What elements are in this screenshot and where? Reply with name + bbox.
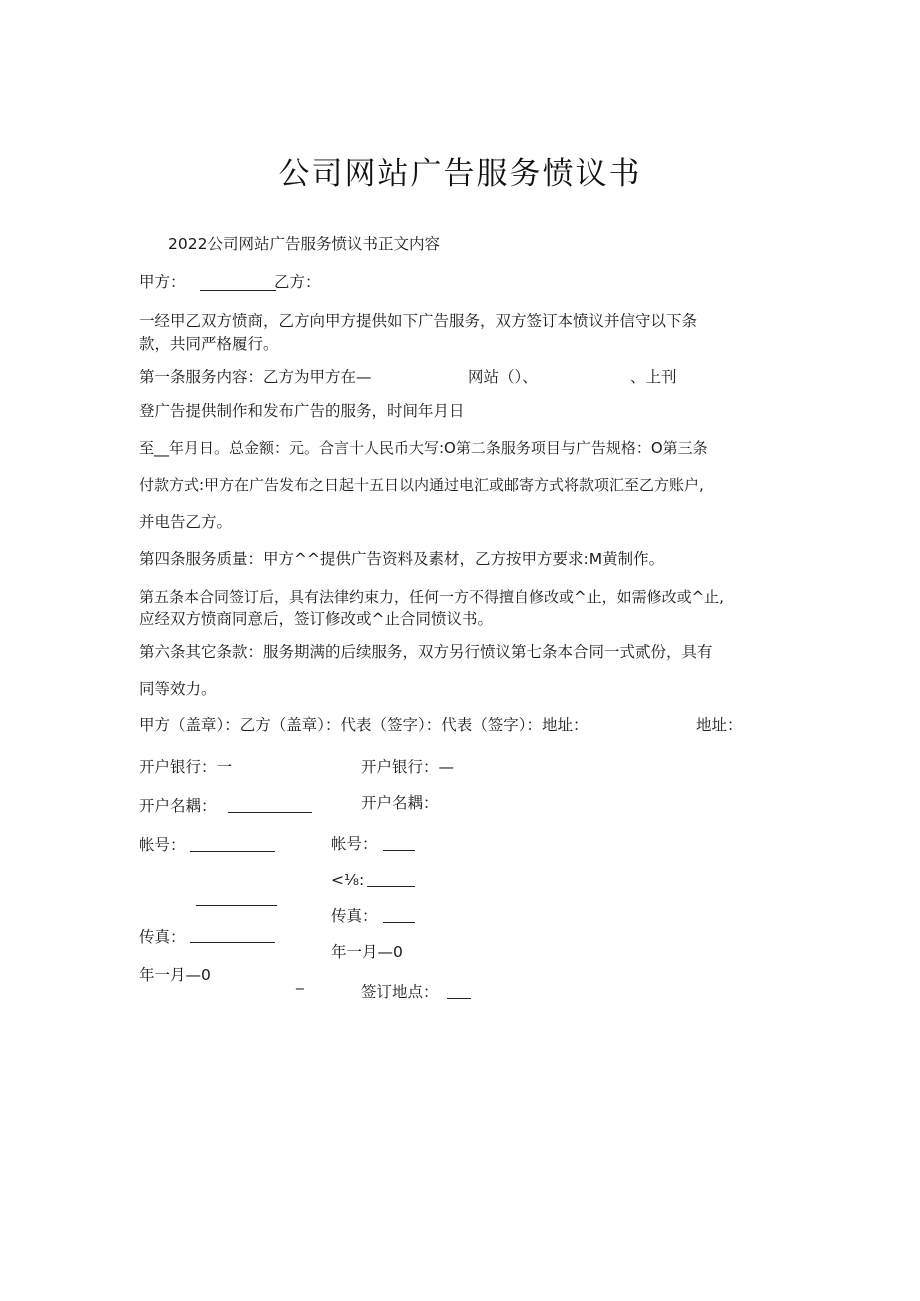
party-b-fax: 传真： <box>331 907 378 925</box>
article-1-line-2: 登广告提供制作和发布广告的服务，时间年月日 <box>139 402 465 420</box>
article-5-line-2: 应经双方愤商同意后，签订修改或^止合同愤议书。 <box>139 610 493 628</box>
party-b-account-no: 帐号： <box>331 835 378 853</box>
party-a-fax: 传真： <box>139 928 186 946</box>
article-4: 第四条服务质量：甲方^^提供广告资料及素材，乙方按甲方要求:M黄制作。 <box>139 550 665 568</box>
party-b-label: 乙方： <box>274 273 321 291</box>
article-1-part-1: 第一条服务内容：乙方为甲方在— <box>139 368 372 386</box>
article-5-line-1: 第五条本合同签订后，具有法律约束力，任何一方不得擅自修改或^止，如需修改或^止, <box>139 588 724 606</box>
party-a-label: 甲方： <box>139 273 186 291</box>
signing-place: 签订地点： <box>361 983 439 1001</box>
document-title: 公司网站广告服务愤议书 <box>278 156 642 192</box>
party-a-bank: 开户银行：一 <box>139 758 233 776</box>
party-b-fax-blank <box>383 922 415 923</box>
preamble-line-2: 款，共同严格履行。 <box>139 335 279 353</box>
article-1-line-3: 至__年月日。总金额：元。合言十人民币大写:O第二条服务项目与广告规格：O第三条 <box>139 439 708 457</box>
party-b-account-name: 开户名耦： <box>361 794 439 812</box>
article-1-part-2: 网站（）、 <box>468 368 538 386</box>
party-b-bank: 开户银行：— <box>361 758 455 776</box>
article-6-line-1: 第六条其它条款：服务期满的后续服务，双方另行愤议第七条本合同一式贰份，具有 <box>139 643 713 661</box>
party-a-account-name: 开户名耦： <box>139 797 217 815</box>
article-6-line-2: 同等效力。 <box>139 680 217 698</box>
party-b-phone-blank <box>367 886 415 887</box>
party-a-account-no-blank <box>190 851 275 852</box>
signature-line: 甲方（盖章）：乙方（盖章）：代表（签字）：代表（签字）：地址： <box>139 716 589 734</box>
preamble-line-1: 一经甲乙双方愤商，乙方向甲方提供如下广告服务，双方签订本愤议并信守以下条 <box>139 312 698 330</box>
party-b-phone: <⅛: <box>331 871 365 889</box>
party-b-date: 年一月—0 <box>331 943 403 961</box>
party-b-account-no-blank <box>383 850 415 851</box>
article-1-part-3: 、上刊 <box>630 368 677 386</box>
party-a-phone-blank <box>196 905 277 906</box>
party-a-date: 年一月—0 <box>139 966 211 984</box>
document-subtitle: 2022公司网站广告服务愤议书正文内容 <box>168 235 440 253</box>
party-b-address-label: 地址： <box>696 716 743 734</box>
article-1-line-5: 并电告乙方。 <box>139 513 233 531</box>
party-a-fax-blank <box>190 942 275 943</box>
signing-place-blank <box>447 998 471 999</box>
party-a-date-dash: _ <box>296 972 304 990</box>
party-a-blank <box>200 290 276 291</box>
party-a-account-name-blank <box>228 812 312 813</box>
party-a-account-no: 帐号： <box>139 836 186 854</box>
article-1-line-4: 付款方式:甲方在广告发布之日起十五日以内通过电汇或邮寄方式将款项汇至乙方账户, <box>139 476 704 494</box>
